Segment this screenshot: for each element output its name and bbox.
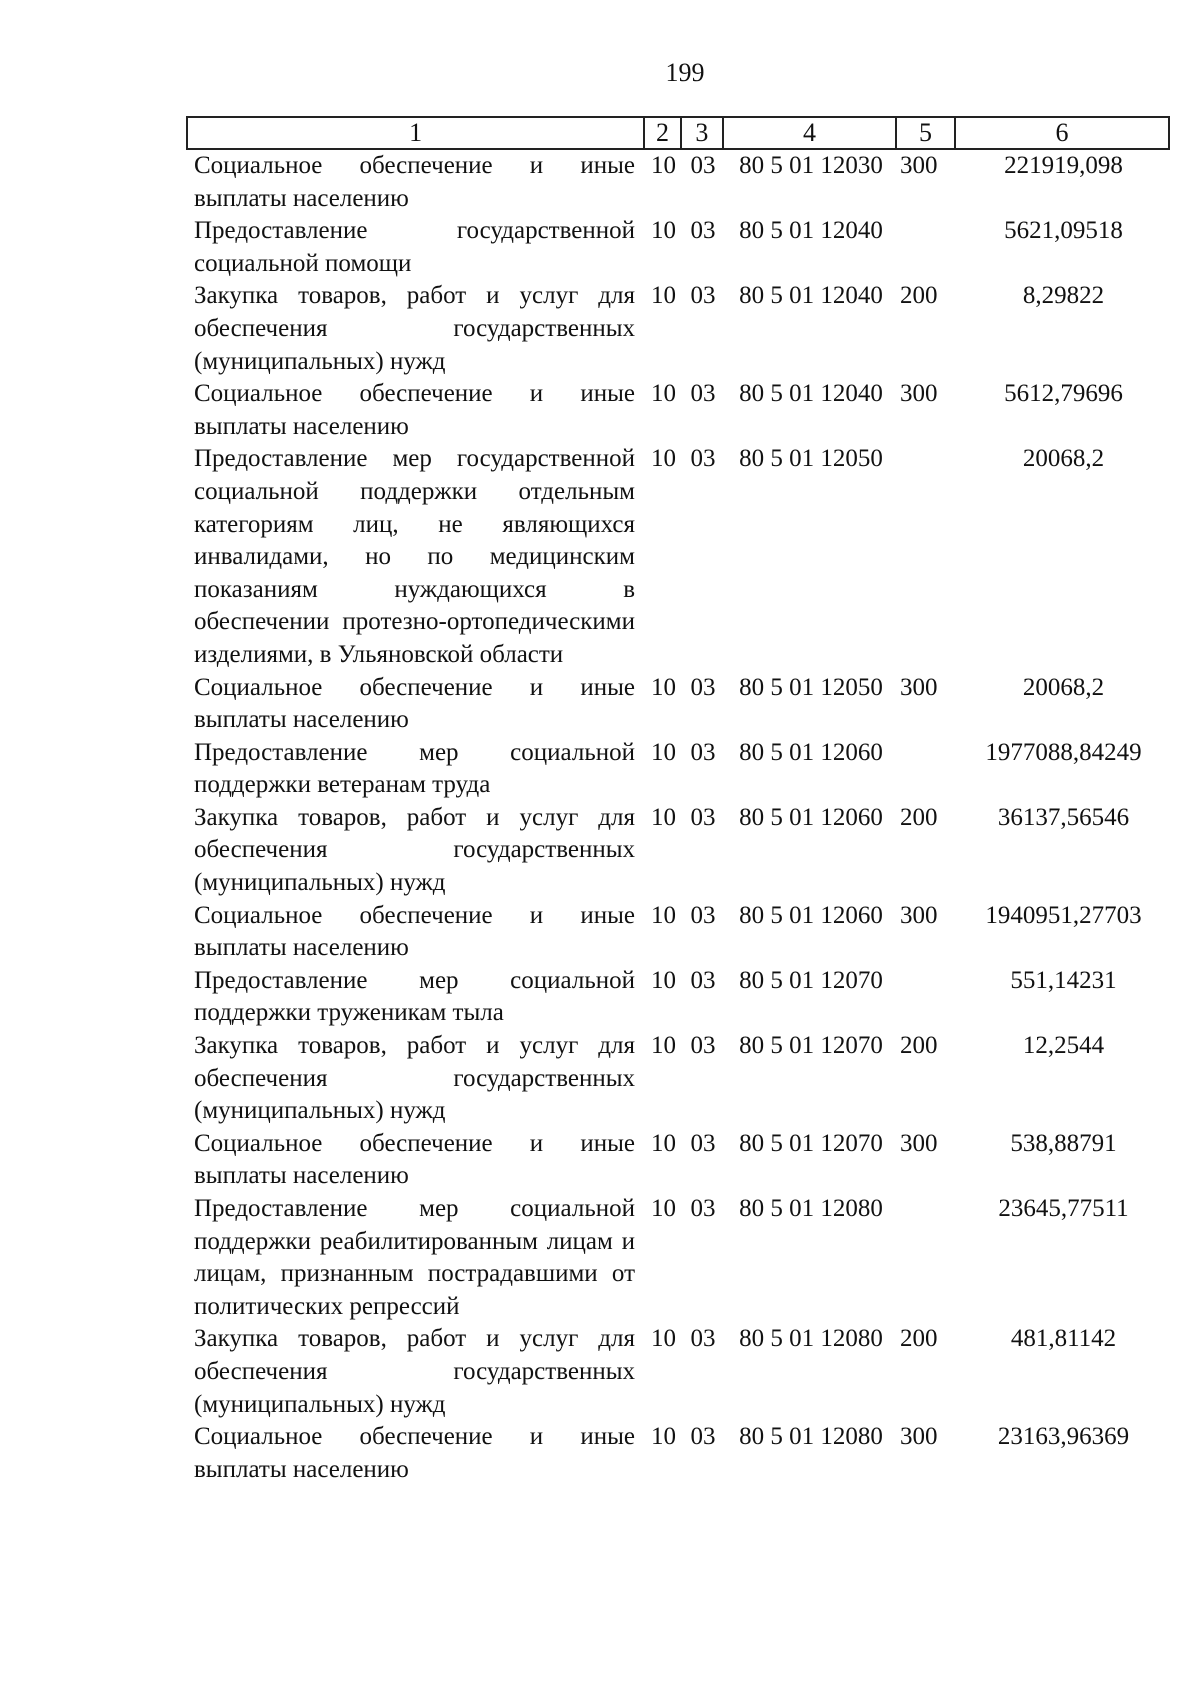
- row-target-article: 80 5 01 12070: [739, 1032, 883, 1060]
- row-expense-type: 300: [900, 152, 938, 179]
- row-subsection: 03: [690, 1423, 716, 1451]
- row-amount: 5612,79696: [1004, 380, 1123, 408]
- row-description: Социальное обеспечение и иные выплаты населению: [194, 673, 635, 734]
- row-subsection: 03: [690, 152, 716, 179]
- row-section: 10: [651, 282, 676, 310]
- table-row: [186, 215, 1170, 280]
- row-target-article: 80 5 01 12060: [739, 803, 883, 831]
- row-description: Предоставление мер социальной поддержки реабилитированным лицам и лицам, признанным пострадавшими от политических репрессий: [194, 1195, 635, 1320]
- row-subsection: 03: [690, 738, 716, 766]
- table-row: [186, 1030, 1170, 1128]
- row-target-article: 80 5 01 12060: [739, 901, 883, 929]
- row-amount: 20068,2: [1022, 445, 1105, 473]
- row-expense-type: 200: [900, 1325, 938, 1353]
- row-subsection: 03: [690, 445, 716, 473]
- row-section: 10: [651, 380, 676, 408]
- row-amount: 23645,77511: [998, 1195, 1129, 1222]
- row-subsection: 03: [690, 901, 716, 929]
- row-description: Социальное обеспечение и иные выплаты населению: [194, 1423, 635, 1483]
- row-expense-type: 300: [900, 673, 938, 701]
- row-description: Предоставление мер социальной поддержки труженикам тыла: [194, 966, 635, 1027]
- row-amount: 12,2544: [1022, 1032, 1105, 1060]
- row-section: 10: [651, 1423, 676, 1451]
- row-target-article: 80 5 01 12080: [739, 1195, 883, 1222]
- row-description: Предоставление государственной социальной помощи: [194, 217, 635, 277]
- header-col-6: 6: [1055, 118, 1069, 147]
- header-col-2: 2: [645, 118, 682, 148]
- table-row: [186, 443, 1170, 671]
- row-target-article: 80 5 01 12030: [739, 152, 883, 179]
- row-section: 10: [651, 217, 676, 245]
- row-target-article: 80 5 01 12050: [739, 673, 883, 701]
- row-expense-type: 200: [900, 1032, 938, 1060]
- table-row: [186, 378, 1170, 443]
- row-section: 10: [651, 901, 676, 929]
- row-section: 10: [651, 738, 676, 766]
- row-description: Предоставление мер социальной поддержки ветеранам труда: [194, 738, 635, 799]
- row-amount: 8,29822: [1022, 282, 1105, 310]
- header-col-3: 3: [682, 118, 724, 148]
- row-subsection: 03: [690, 1032, 716, 1060]
- row-subsection: 03: [690, 1325, 716, 1353]
- row-target-article: 80 5 01 12080: [739, 1423, 883, 1451]
- budget-table: [186, 116, 1170, 1486]
- table-row: [186, 672, 1170, 737]
- row-target-article: 80 5 01 12050: [739, 445, 883, 473]
- table-row: [186, 150, 1170, 215]
- row-description: Закупка товаров, работ и услуг для обеспечения государственных (муниципальных) нужд: [194, 1325, 635, 1418]
- row-subsection: 03: [690, 803, 716, 831]
- table-body: [186, 150, 1170, 1486]
- row-target-article: 80 5 01 12040: [739, 217, 883, 245]
- row-amount: 551,14231: [1010, 966, 1117, 994]
- header-col-5: 5: [897, 118, 956, 148]
- row-expense-type: 200: [900, 282, 938, 310]
- row-section: 10: [651, 445, 676, 473]
- row-section: 10: [651, 966, 676, 994]
- table-row: [186, 900, 1170, 965]
- row-section: 10: [651, 1032, 676, 1060]
- row-amount: 221919,098: [1004, 152, 1123, 179]
- row-target-article: 80 5 01 12060: [739, 738, 883, 766]
- row-description: Закупка товаров, работ и услуг для обеспечения государственных (муниципальных) нужд: [194, 1032, 635, 1125]
- row-description: Социальное обеспечение и иные выплаты населению: [194, 1129, 635, 1190]
- row-expense-type: 200: [900, 803, 938, 831]
- row-description: Предоставление мер государственной социальной поддержки отдельным категориям лиц, не являющихся инвалидами, но по медицинским показаниям нуждающихся в обеспечении протезно-ортопедическими изделиями, в Ульяновской области: [194, 445, 635, 668]
- table-row: [186, 1323, 1170, 1421]
- row-subsection: 03: [690, 673, 716, 701]
- row-subsection: 03: [690, 966, 716, 994]
- row-target-article: 80 5 01 12080: [739, 1325, 883, 1353]
- row-subsection: 03: [690, 380, 716, 408]
- table-row: [186, 737, 1170, 802]
- row-amount: 538,88791: [1010, 1129, 1117, 1157]
- row-subsection: 03: [690, 1129, 716, 1157]
- row-expense-type: 300: [900, 1129, 938, 1157]
- row-section: 10: [651, 1195, 676, 1222]
- row-amount: 23163,96369: [997, 1423, 1130, 1451]
- row-description: Закупка товаров, работ и услуг для обеспечения государственных (муниципальных) нужд: [194, 282, 635, 375]
- table-row: [186, 965, 1170, 1030]
- row-section: 10: [651, 1325, 676, 1353]
- row-amount: 1977088,84249: [985, 738, 1142, 766]
- table-row: [186, 1193, 1170, 1323]
- row-expense-type: 300: [900, 1423, 938, 1451]
- row-amount: 36137,56546: [997, 803, 1130, 831]
- row-description: Социальное обеспечение и иные выплаты населению: [194, 901, 635, 962]
- page-number: 199: [665, 58, 705, 87]
- row-amount: 1940951,27703: [985, 901, 1142, 929]
- row-target-article: 80 5 01 12040: [739, 380, 883, 408]
- row-subsection: 03: [690, 282, 716, 310]
- row-expense-type: 300: [900, 901, 938, 929]
- table-row: [186, 1421, 1170, 1486]
- row-target-article: 80 5 01 12070: [739, 966, 883, 994]
- row-section: 10: [651, 803, 676, 831]
- row-description: Закупка товаров, работ и услуг для обеспечения государственных (муниципальных) нужд: [194, 803, 635, 897]
- header-col-4: 4: [724, 118, 897, 148]
- row-amount: 481,81142: [1010, 1325, 1117, 1353]
- row-target-article: 80 5 01 12070: [739, 1129, 883, 1157]
- row-expense-type: 300: [900, 380, 938, 408]
- row-subsection: 03: [690, 1195, 716, 1222]
- row-subsection: 03: [690, 217, 716, 245]
- table-row: [186, 1128, 1170, 1193]
- table-row: [186, 802, 1170, 900]
- row-amount: 5621,09518: [1004, 217, 1123, 245]
- row-description: Социальное обеспечение и иные выплаты населению: [194, 152, 635, 212]
- table-header-row: [186, 116, 1170, 150]
- table-row: [186, 280, 1170, 378]
- header-col-1: 1: [188, 118, 645, 148]
- row-amount: 20068,2: [1022, 673, 1105, 701]
- row-section: 10: [651, 152, 676, 179]
- row-section: 10: [651, 1129, 676, 1157]
- row-target-article: 80 5 01 12040: [739, 282, 883, 310]
- row-section: 10: [651, 673, 676, 701]
- row-description: Социальное обеспечение и иные выплаты населению: [194, 380, 635, 440]
